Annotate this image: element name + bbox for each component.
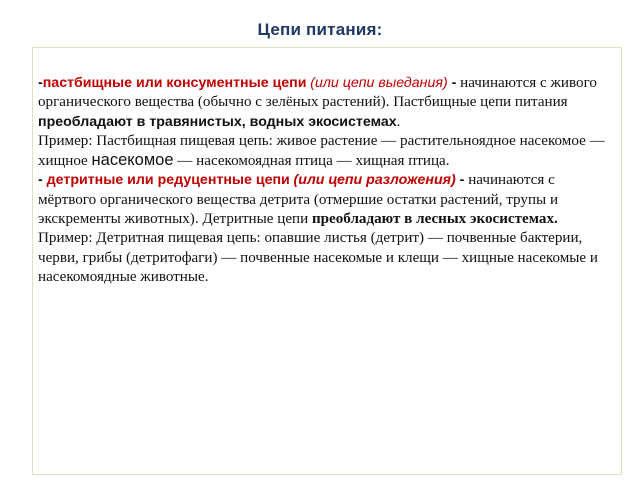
detritus-description: начинаются с мёртвого органического вещества детрита (отмершие остатки растений, трупы и экскременты животных). Детритные цепи (38, 172, 559, 228)
grazing-example-big-word: насекомое (91, 151, 174, 170)
grazing-description: начинаются с живого органического вещества (обычно с зелёных растений). Пастбищные цепи питания (38, 75, 597, 111)
content-text (38, 74, 612, 287)
grazing-paragraph (38, 74, 612, 132)
detritus-paragraph (38, 171, 612, 229)
page-title: Цепи питания: (257, 20, 383, 39)
grazing-example (38, 132, 612, 172)
grazing-prevail: преобладают в травянистых, водных экосистемах (38, 113, 397, 130)
detritus-alt-name: (или цепи разложения) (293, 172, 456, 189)
detritus-example: Пример: Детритная пищевая цепь: опавшие листья (детрит) — почвенные бактерии, черви, грибы (детритофаги) — почвенные насекомые и клещи — хищные насекомые и насекомоядные животные. (38, 230, 598, 285)
detritus-term: детритные или редуцентные цепи (46, 172, 290, 189)
grazing-example-part1: Пример: Пастбищная пищевая цепь: живое растение — растительноядное насекомое — хищное (38, 132, 605, 170)
detritus-prevail: преобладают в лесных экосистемах. (311, 211, 558, 228)
grazing-alt-name: (или цепи выедания) (310, 75, 448, 91)
grazing-dash: - (38, 75, 43, 91)
detritus-dash-2: - (455, 172, 465, 189)
grazing-term: пастбищные или консументные цепи (42, 75, 307, 91)
grazing-example-part2: — насекомоядная птица — хищная птица. (173, 153, 450, 170)
detritus-dash: - (38, 172, 47, 189)
grazing-dash-2: - (447, 75, 457, 91)
grazing-period: . (396, 113, 401, 130)
